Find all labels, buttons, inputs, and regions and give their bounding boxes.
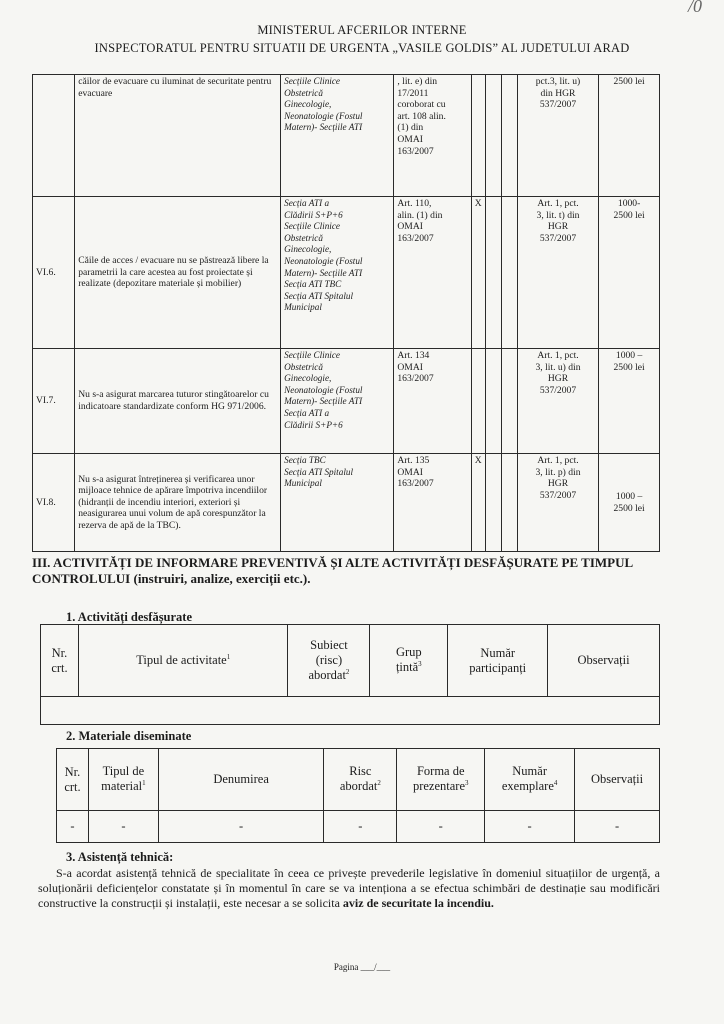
violation-article-line: coroborat cu: [397, 99, 446, 111]
violation-location-line: Neonatologie (Fostul: [284, 255, 363, 266]
mat-cell: -: [397, 811, 485, 843]
materials-subtitle: 2. Materiale diseminate: [66, 729, 192, 743]
violation-sanction-line: HGR: [547, 478, 569, 490]
violation-col-b: [485, 349, 501, 454]
act-header-subiect: Subiect (risc) abordat$^2$: [288, 625, 370, 697]
mat-header-nr: Nr. crt.: [57, 749, 89, 811]
activities-table: [40, 624, 660, 725]
violation-col-c: [502, 454, 517, 552]
mat-data-row: [57, 811, 660, 843]
violation-location-line: Neonatologie (Fostul: [284, 384, 363, 395]
violation-sanction: [517, 197, 598, 349]
violation-location-line: Obstetrică: [284, 87, 323, 98]
violation-sanction-line: Art. 1, pct.: [537, 350, 579, 361]
violation-sanction-line: 537/2007: [539, 99, 577, 111]
violation-location-line: Obstetrică: [284, 361, 323, 372]
violation-col-a: X: [471, 197, 485, 349]
violation-col-c: [502, 349, 517, 454]
violation-sanction-line: HGR: [547, 373, 569, 385]
violation-col-a: [471, 349, 485, 454]
violation-location-line: Secția ATI Spitalul: [284, 466, 354, 477]
mat-cell: -: [88, 811, 158, 843]
mat-cell: -: [324, 811, 397, 843]
materials-table: [56, 748, 660, 843]
violation-nr: VI.7.: [33, 349, 75, 454]
violation-nr: [33, 75, 75, 197]
violation-row: [33, 197, 660, 349]
violation-article: [394, 454, 471, 552]
violation-sanction-line: 537/2007: [539, 384, 577, 396]
violation-article: [394, 197, 471, 349]
ministry-header: MINISTERUL AFCERILOR INTERNE: [257, 23, 467, 37]
violation-article-line: art. 108 alin.: [397, 110, 446, 122]
violation-location-line: Clădirii S+P+6: [284, 419, 343, 430]
page-footer: Pagina ___/___: [333, 962, 391, 972]
violation-location-line: Matern)- Secțiile ATI: [284, 122, 363, 133]
violation-sanction-line: Art. 1, pct.: [537, 198, 579, 209]
violation-sanction-line: Art. 1, pct.: [537, 455, 579, 466]
violation-sanction: [517, 75, 598, 197]
violation-sanction: [517, 454, 598, 552]
violation-article-line: Art. 110,: [397, 198, 432, 209]
violation-sanction-line: 3, lit. t) din: [536, 209, 580, 221]
violation-location: [281, 454, 394, 552]
violation-article-line: OMAI: [397, 466, 423, 478]
violation-location: [281, 197, 394, 349]
mat-header-forma: Forma de prezentare$^3$: [397, 749, 485, 811]
act-header-numar: Număr participanți: [448, 625, 548, 697]
violation-sanction-line: din HGR: [540, 87, 576, 99]
violation-amount: 1000 – 2500 lei: [599, 454, 660, 552]
violation-col-a: [471, 75, 485, 197]
violation-location-line: Municipal: [284, 302, 322, 313]
violation-location-line: Clădirii S+P+6: [284, 209, 343, 220]
mat-cell: -: [158, 811, 324, 843]
page-corner-mark: /0: [687, 0, 702, 16]
violation-article-line: 17/2011: [397, 87, 429, 99]
act-header-tip: Tipul de activitate$^1$: [78, 625, 288, 697]
violation-article-line: Art. 134: [397, 350, 430, 361]
mat-header-obs: Observații: [575, 749, 660, 811]
violation-article-line: 163/2007: [397, 145, 434, 157]
violation-location-line: Secția ATI a: [284, 198, 330, 208]
violation-article-line: OMAI: [397, 361, 423, 373]
mat-header-risc: Risc abordat$^2$: [324, 749, 397, 811]
violation-location-line: Secția ATI Spitalul: [284, 290, 354, 301]
violation-amount: 1000- 2500 lei: [599, 197, 660, 349]
violation-row: [33, 75, 660, 197]
violation-article-line: OMAI: [397, 221, 423, 233]
act-empty-row: [41, 697, 660, 725]
violation-article-line: 163/2007: [397, 232, 434, 244]
violation-location-line: Neonatologie (Fostul: [284, 110, 363, 121]
violation-location: [281, 75, 394, 197]
violation-sanction-line: 3, lit. p) din: [535, 466, 581, 478]
inspectorate-header: INSPECTORATUL PENTRU SITUATII DE URGENTA „VASILE GOLDIS” AL JUDETULUI ARAD: [94, 41, 630, 55]
mat-header-den: Denumirea: [158, 749, 324, 811]
mat-cell: -: [575, 811, 660, 843]
violation-col-c: [502, 197, 517, 349]
violation-article: [394, 75, 471, 197]
violation-location-line: Matern)- Secțiile ATI: [284, 396, 363, 407]
activities-subtitle: 1. Activități desfășurate: [66, 610, 193, 624]
violation-sanction-line: 537/2007: [539, 232, 577, 244]
violation-sanction-line: 537/2007: [539, 489, 577, 501]
violation-location-line: Matern)- Secțiile ATI: [284, 267, 363, 278]
violation-col-a: X: [471, 454, 485, 552]
mat-cell: -: [485, 811, 575, 843]
violation-sanction-line: pct.3, lit. u): [535, 76, 581, 87]
violation-location-line: Secția ATI TBC: [284, 279, 342, 290]
violation-location-line: Secțiile Clinice: [284, 350, 340, 360]
act-header-obs: Observații: [548, 625, 660, 697]
technical-assistance-paragraph: S-a acordat asistență tehnică de specialitate în ceea ce privește prevederile legislative în domeniul situațiilor de urgență, a soluționării deficiențelor constatate și în momentul în care se va intenționa a se efectua schimbări de destinație sau modificări constructive la construcții și instalații, este necesar a se solicita aviz de securitate la incendiu.: [38, 866, 660, 910]
violations-table: [32, 74, 660, 552]
violation-sanction: [517, 349, 598, 454]
violation-article-line: alin. (1) din: [397, 209, 443, 221]
violation-article: [394, 349, 471, 454]
violation-location-line: Secția TBC: [284, 455, 326, 465]
act-header-grup: Grup țintă$^3$: [370, 625, 448, 697]
violation-article-line: OMAI: [397, 133, 423, 145]
violation-col-b: [485, 454, 501, 552]
mat-cell: -: [57, 811, 89, 843]
act-header-nr: Nr. crt.: [41, 625, 79, 697]
violation-location-line: Secția ATI a: [284, 407, 330, 418]
violation-location-line: Secțiile Clinice: [284, 76, 340, 86]
violation-description: Nu s-a asigurat întreținerea și verificarea unor mijloace tehnice de apărare împotriva incendiilor (hidranții de incendiu interiori, exteriori și neasigurarea unui volum de apă corespunzător la rezerva de apă de la TBC).: [75, 454, 281, 552]
violation-article-line: (1) din: [397, 122, 424, 134]
violation-description: Nu s-a asigurat marcarea tuturor stingătoarelor cu indicatoare standardizate conform HG 971/2006.: [75, 349, 281, 454]
violation-row: [33, 454, 660, 552]
violation-description: Căile de acces / evacuare nu se păstrează libere la parametrii la care acestea au fost proiectate și realizate (depozitare materiale și mobilier): [75, 197, 281, 349]
violation-article-line: 163/2007: [397, 478, 434, 490]
mat-header-tip: Tipul de material$^1$: [88, 749, 158, 811]
violation-col-c: [502, 75, 517, 197]
technical-assistance-subtitle: 3. Asistență tehnică:: [66, 850, 174, 864]
violation-row: [33, 349, 660, 454]
violation-amount: 2500 lei: [599, 75, 660, 197]
violation-amount: 1000 – 2500 lei: [599, 349, 660, 454]
violation-location-line: Ginecologie,: [284, 99, 332, 110]
violation-location-line: Ginecologie,: [284, 373, 332, 384]
violation-article-line: , lit. e) din: [397, 76, 438, 87]
violation-location-line: Secțiile Clinice: [284, 221, 340, 232]
section3-title: III. ACTIVITĂȚI DE INFORMARE PREVENTIVĂ ȘI ALTE ACTIVITĂȚI DESFĂȘURATE PE TIMPUL CONTROLULUI (instruiri, analize, exerciții etc.).: [32, 555, 633, 586]
violation-sanction-line: HGR: [547, 221, 569, 233]
violation-article-line: Art. 135: [397, 455, 430, 466]
violation-col-b: [485, 197, 501, 349]
violation-location: [281, 349, 394, 454]
violation-article-line: 163/2007: [397, 373, 434, 385]
violation-nr: VI.8.: [33, 454, 75, 552]
violation-location-line: Ginecologie,: [284, 244, 332, 255]
violation-sanction-line: 3, lit. u) din: [535, 361, 581, 373]
mat-header-numar: Număr exemplare$^4$: [485, 749, 575, 811]
violation-description: căilor de evacuare cu iluminat de securitate pentru evacuare: [75, 75, 281, 197]
violation-col-b: [485, 75, 501, 197]
violation-location-line: Municipal: [284, 478, 322, 489]
violation-nr: VI.6.: [33, 197, 75, 349]
violation-location-line: Obstetrică: [284, 232, 323, 243]
